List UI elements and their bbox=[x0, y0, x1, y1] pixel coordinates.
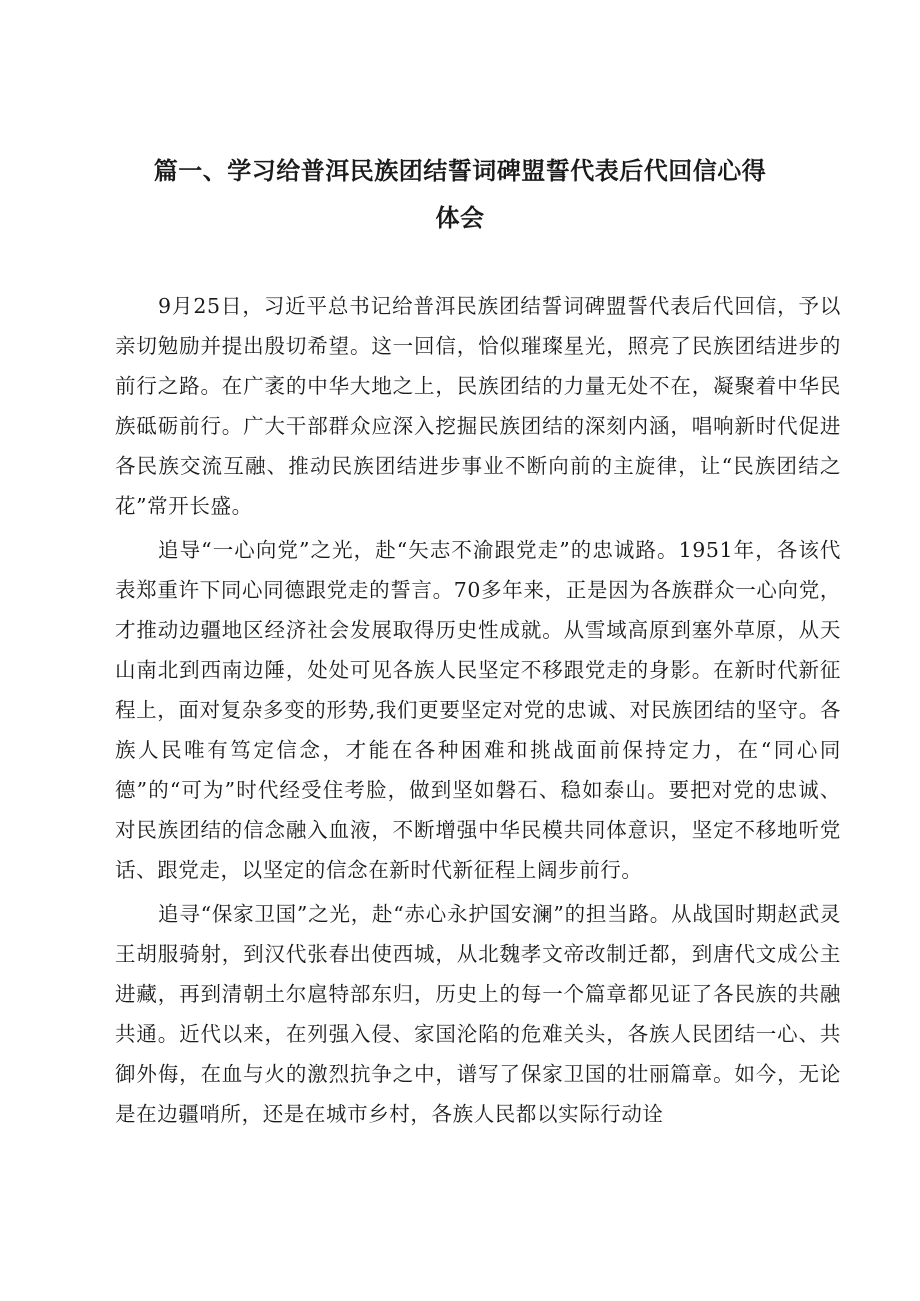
title-line-2: 体会 bbox=[435, 204, 485, 232]
paragraph-3: 追寻“保家卫国”之光，赴“赤心永护国安澜”的担当路。从战国时期赵武灵王胡服骑射，到汉代张春出使西城，从北魏孝文帝改制迁都，到唐代文成公主进藏，再到清朝土尔扈特部东归，历史上的每一个篇章都见证了各民族的共融共通。近代以来，在列强入侵、家国沦陷的危难关头，各族人民团结一心、共御外侮，在血与火的激烈抗争之中，谱写了保家卫国的壮丽篇章。如今，无论是在边疆哨所，还是在城市乡村，各族人民都以实际行动诠 bbox=[115, 902, 841, 1126]
document-body bbox=[115, 286, 841, 1134]
document-title bbox=[110, 148, 810, 242]
title-line-1: 篇一、学习给普洱民族团结誓词碑盟誓代表后代回信心得 bbox=[153, 157, 767, 185]
paragraph-2: 追导“一心向党”之光，赴“矢志不渝跟党走”的忠诚路。1951年，各该代表郑重许下同心同德跟党走的誓言。70多年来，正是因为各族群众一心向党，才推动边疆地区经济社会发展取得历史性成就。从雪域高原到塞外草原，从天山南北到西南边陲，处处可见各族人民坚定不移跟党走的身影。在新时代新征程上，面对复杂多变的形势,我们更要坚定对党的忠诚、对民族团结的坚守。各族人民唯有笃定信念，才能在各种困难和挑战面前保持定力，在“同心同德”的“可为”时代经受住考脸，做到坚如磐石、稳如泰山。要把对党的忠诚、对民族团结的信念融入血液，不断增强中华民模共同体意识，坚定不移地听党话、跟党走，以坚定的信念在新时代新征程上阔步前行。 bbox=[115, 538, 841, 882]
paragraph-1: 9月25日，习近平总书记给普洱民族团结誓词碑盟誓代表后代回信，予以亲切勉励并提出殷切希望。这一回信，恰似璀璨星光，照亮了民族团结进步的前行之路。在广袤的中华大地之上，民族团结的力量无处不在，凝聚着中华民族砥砺前行。广大干部群众应深入挖掘民族团结的深刻内涵，唱响新时代促进各民族交流互融、推动民族团结进步事业不断向前的主旋律，让“民族团结之花”常开长盛。 bbox=[115, 294, 841, 518]
